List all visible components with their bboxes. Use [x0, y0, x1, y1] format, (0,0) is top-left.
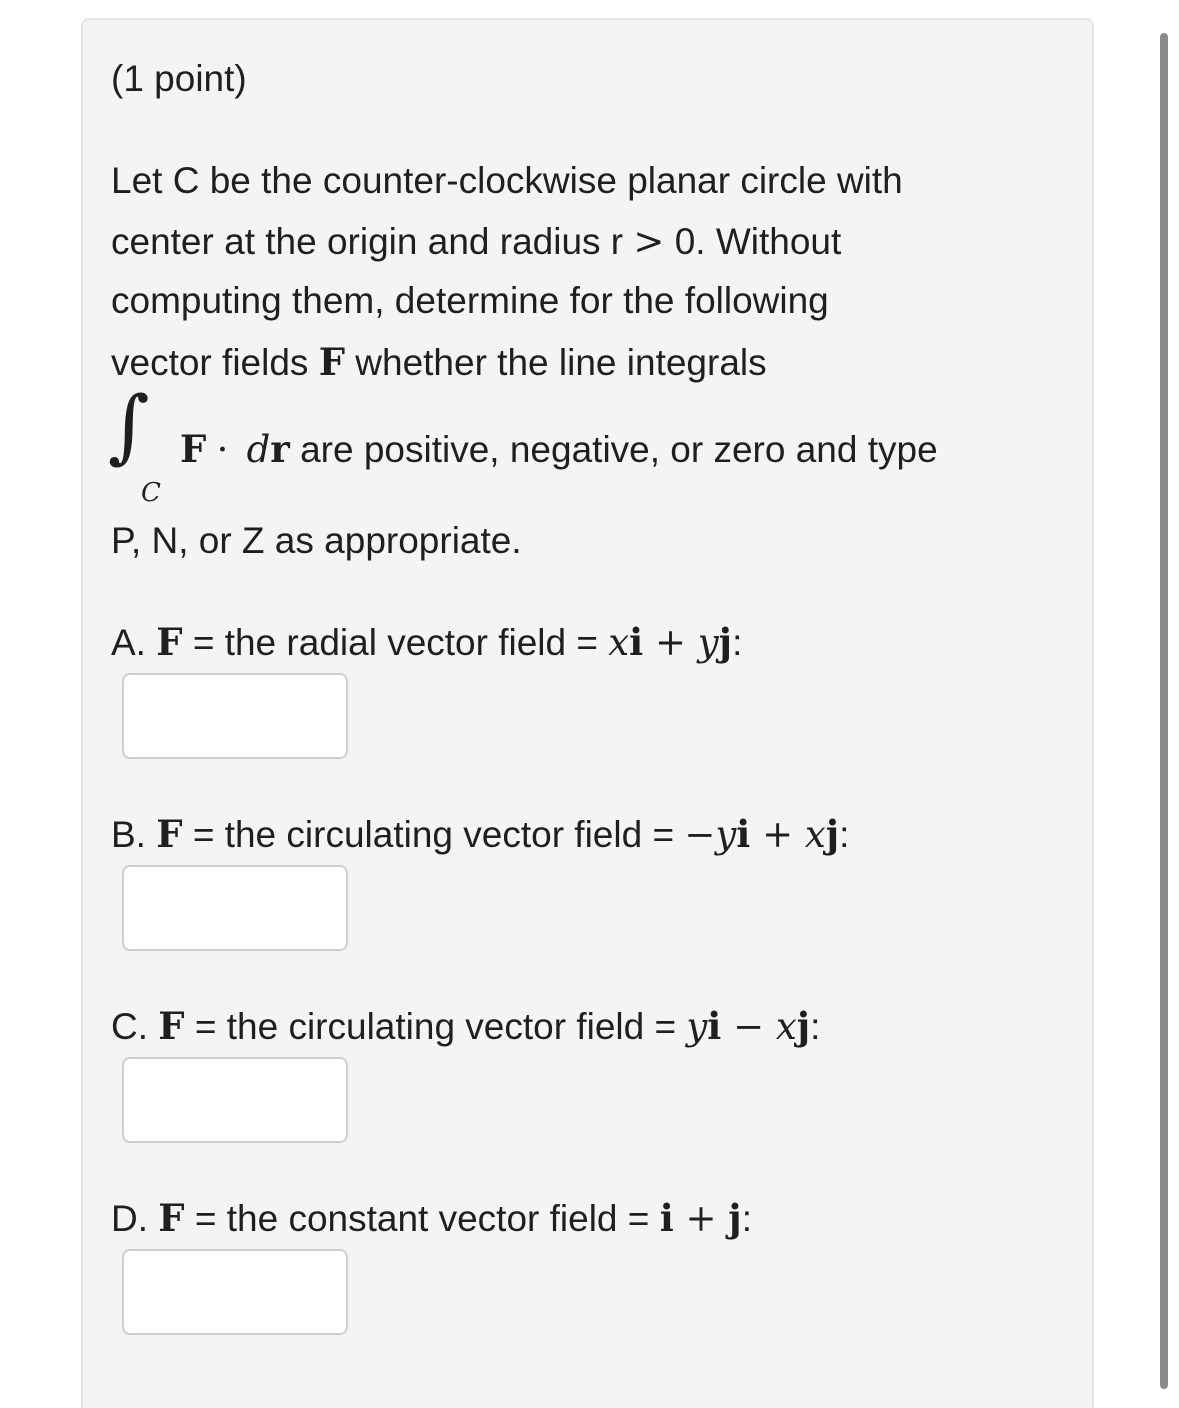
part-a-colon: :: [732, 622, 743, 663]
part-c-desc: = the circulating vector field =: [194, 1006, 677, 1047]
part-b-desc: = the circulating vector field =: [192, 814, 675, 855]
part-c-x: x: [775, 1005, 797, 1048]
part-c-y: y: [686, 1005, 708, 1048]
part-b-colon: :: [839, 814, 850, 855]
part-a-i: i: [629, 620, 644, 664]
part-c-answer-input[interactable]: [122, 1057, 348, 1143]
integrand-dot: ·: [216, 428, 229, 471]
part-c-i: i: [707, 1004, 722, 1048]
part-c-F: F: [158, 1004, 185, 1048]
part-c-prompt: [111, 1004, 820, 1048]
intro-line-2-a: center at the origin and radius r: [111, 221, 624, 262]
integrand-d: d: [246, 428, 271, 471]
part-d-letter: D.: [111, 1198, 148, 1239]
scrollbar[interactable]: [1160, 33, 1168, 1389]
part-c-letter: C.: [111, 1006, 148, 1047]
points-label: (1 point): [111, 58, 247, 99]
integrand-F: F: [180, 427, 207, 471]
part-a-desc: = the radial vector field =: [192, 622, 598, 663]
intro-line-4-a: vector fields: [111, 342, 309, 383]
part-a-x: x: [608, 621, 630, 664]
intro-line-4: [111, 340, 767, 384]
intro-line-5: [180, 427, 938, 471]
part-a-letter: A.: [111, 622, 146, 663]
part-d-answer-input[interactable]: [122, 1249, 348, 1335]
part-d-i: i: [659, 1196, 674, 1240]
intro-line-6: P, N, or Z as appropriate.: [111, 520, 522, 561]
part-b-x: x: [804, 813, 826, 856]
part-c-j: j: [796, 1004, 811, 1048]
part-a-F: F: [156, 620, 183, 664]
intro-line-5-text: are positive, negative, or zero and type: [300, 429, 938, 470]
part-d-plus: +: [685, 1197, 717, 1240]
part-a-answer-input[interactable]: [122, 673, 348, 759]
integral-symbol: ∫: [108, 379, 150, 472]
vector-F-symbol: F: [318, 340, 345, 384]
part-b-plus: +: [762, 813, 794, 856]
part-a-prompt: [111, 620, 742, 664]
part-b-i: i: [736, 812, 751, 856]
part-b-prompt: [111, 812, 849, 856]
part-d-F: F: [158, 1196, 185, 1240]
intro-line-2: [111, 220, 841, 263]
part-b-F: F: [156, 812, 183, 856]
integrand-r: r: [270, 427, 290, 471]
intro-line-4-b: whether the line integrals: [355, 342, 767, 383]
part-c-colon: :: [810, 1006, 821, 1047]
intro-line-1: Let C be the counter-clockwise planar circle with: [111, 160, 903, 201]
part-d-colon: :: [741, 1198, 752, 1239]
part-d-desc: = the constant vector field =: [194, 1198, 650, 1239]
intro-line-3: computing them, determine for the following: [111, 280, 829, 321]
part-a-y: y: [697, 621, 719, 664]
intro-line-2-b: 0. Without: [674, 221, 842, 262]
integral-subscript: C: [141, 478, 161, 508]
part-b-minus: −: [684, 813, 716, 856]
greater-than-symbol: >: [633, 220, 665, 263]
part-c-minus: −: [733, 1005, 765, 1048]
part-b-answer-input[interactable]: [122, 865, 348, 951]
part-d-j: j: [728, 1196, 742, 1240]
part-d-prompt: [111, 1196, 752, 1240]
part-b-j: j: [825, 812, 840, 856]
part-b-letter: B.: [111, 814, 146, 855]
part-a-plus: +: [654, 621, 686, 664]
part-a-j: j: [718, 620, 733, 664]
part-b-y: y: [715, 813, 737, 856]
